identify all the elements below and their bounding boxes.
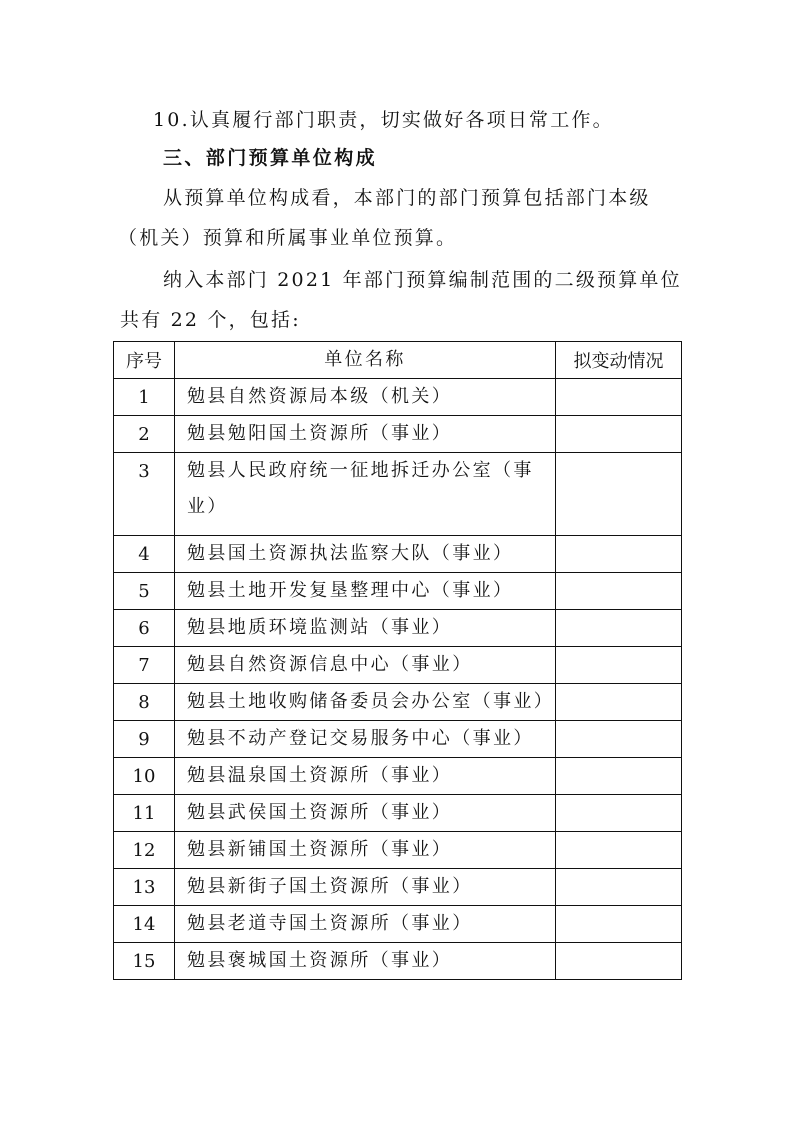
table-row <box>114 573 682 610</box>
table-row <box>114 379 682 416</box>
row-number: 6 <box>114 610 175 647</box>
table-row <box>114 721 682 758</box>
table-row <box>114 416 682 453</box>
table-row <box>114 758 682 795</box>
section-3-heading: 三、部门预算单位构成 <box>163 147 378 169</box>
table-row <box>114 610 682 647</box>
change-status <box>556 379 682 416</box>
table-row <box>114 795 682 832</box>
budget-units-table <box>113 341 682 980</box>
unit-name: 勉县土地收购储备委员会办公室（事业） <box>175 684 556 721</box>
paragraph-2-line-2: 共有 22 个，包括: <box>120 309 301 331</box>
row-number: 7 <box>114 647 175 684</box>
table-row <box>114 647 682 684</box>
row-number: 3 <box>114 453 175 536</box>
table-row <box>114 943 682 980</box>
table-row <box>114 536 682 573</box>
row-number: 1 <box>114 379 175 416</box>
change-status <box>556 536 682 573</box>
unit-name: 勉县新铺国土资源所（事业） <box>175 832 556 869</box>
paragraph-2-line-1: 纳入本部门 2021 年部门预算编制范围的二级预算单位 <box>163 269 682 291</box>
unit-name: 勉县自然资源信息中心（事业） <box>175 647 556 684</box>
row-number: 2 <box>114 416 175 453</box>
change-status <box>556 647 682 684</box>
table-row <box>114 684 682 721</box>
paragraph-1-line-2: （机关）预算和所属事业单位预算。 <box>118 227 458 249</box>
row-number: 4 <box>114 536 175 573</box>
table-header-row <box>114 342 682 379</box>
unit-name: 勉县土地开发复垦整理中心（事业） <box>175 573 556 610</box>
table-row <box>114 832 682 869</box>
unit-name: 勉县地质环境监测站（事业） <box>175 610 556 647</box>
header-seq: 序号 <box>114 342 175 379</box>
unit-name: 勉县老道寺国土资源所（事业） <box>175 906 556 943</box>
change-status <box>556 795 682 832</box>
table-row <box>114 453 682 536</box>
unit-name: 勉县新街子国土资源所（事业） <box>175 869 556 906</box>
change-status <box>556 721 682 758</box>
change-status <box>556 832 682 869</box>
unit-name: 勉县武侯国土资源所（事业） <box>175 795 556 832</box>
item-10-text: 10.认真履行部门职责，切实做好各项日常工作。 <box>153 109 614 131</box>
change-status <box>556 906 682 943</box>
row-number: 11 <box>114 795 175 832</box>
paragraph-1-line-1: 从预算单位构成看，本部门的部门预算包括部门本级 <box>163 187 651 209</box>
row-number: 14 <box>114 906 175 943</box>
row-number: 10 <box>114 758 175 795</box>
header-change: 拟变动情况 <box>556 342 682 379</box>
unit-name: 勉县人民政府统一征地拆迁办公室（事业） <box>175 453 556 536</box>
row-number: 8 <box>114 684 175 721</box>
row-number: 5 <box>114 573 175 610</box>
change-status <box>556 573 682 610</box>
unit-name: 勉县温泉国土资源所（事业） <box>175 758 556 795</box>
table-row <box>114 869 682 906</box>
row-number: 9 <box>114 721 175 758</box>
unit-name: 勉县褒城国土资源所（事业） <box>175 943 556 980</box>
change-status <box>556 684 682 721</box>
unit-name: 勉县自然资源局本级（机关） <box>175 379 556 416</box>
unit-name: 勉县勉阳国土资源所（事业） <box>175 416 556 453</box>
header-unit-name: 单位名称 <box>175 342 556 379</box>
change-status <box>556 453 682 536</box>
change-status <box>556 943 682 980</box>
table-row <box>114 906 682 943</box>
row-number: 13 <box>114 869 175 906</box>
unit-name: 勉县国土资源执法监察大队（事业） <box>175 536 556 573</box>
change-status <box>556 416 682 453</box>
row-number: 15 <box>114 943 175 980</box>
unit-name: 勉县不动产登记交易服务中心（事业） <box>175 721 556 758</box>
change-status <box>556 758 682 795</box>
change-status <box>556 869 682 906</box>
row-number: 12 <box>114 832 175 869</box>
change-status <box>556 610 682 647</box>
